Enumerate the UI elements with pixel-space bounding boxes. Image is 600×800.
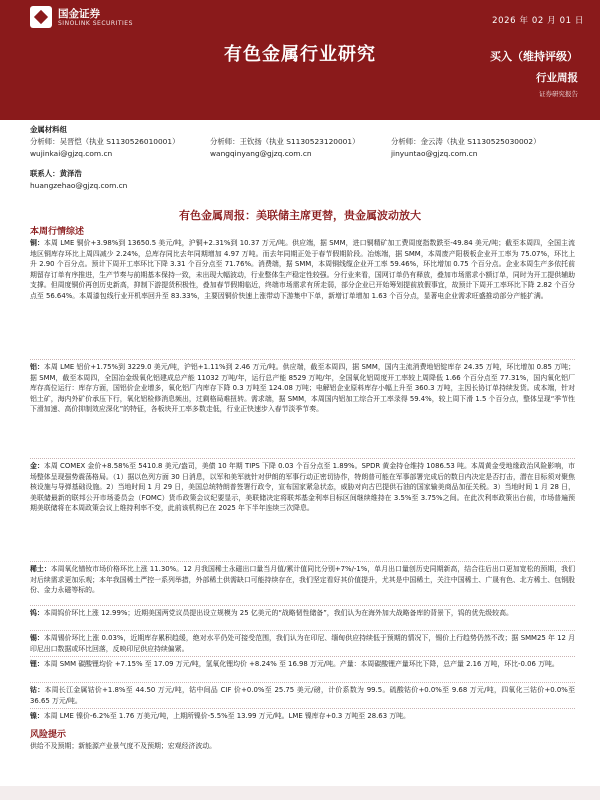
- risk-text: 供给不及预期；新能源产业景气度不及预期；宏观经济波动。: [30, 742, 217, 750]
- copper-label: 铜：: [30, 239, 44, 247]
- analyst-name: 分析师：吴晋恺（执业 S1130526010001）: [30, 137, 180, 146]
- divider: [30, 359, 575, 360]
- tin-text: 本周锡价环比上涨 0.03%，近期库存累积趋缓，绝对水平仍处可接受范围，我们认为在印尼、缅甸供应持续低于预期的情况下，锡价上行趋势仍然不改；据 SMM25 年 12 月印尼出口数据或环比回落，反映印尼供应持续偏紧。: [30, 634, 576, 653]
- divider: [30, 458, 575, 459]
- paragraph-tungsten: [30, 608, 575, 619]
- rare-earth-text: 本周氧化镨钕市场价格环比上涨 11.30%。12 月我国稀土永磁出口量当月值/累计值同比分别+7%/-1%，单月出口量创历史同期新高，结合往后出口更加宽松的预期，我们对后续需求更加乐观；本年我国稀土严控一系列举措，外部稀土供需缺口可能持续存在，我们坚定看好其价值提升，尤其是中国稀土，关注中国稀土、广晟有色、北方稀土、包钢股份、金力永磁等标的。: [30, 565, 575, 595]
- paragraph-aluminum: [30, 362, 575, 415]
- lithium-text: 本周 SMM 碳酸锂均价 +7.15% 至 17.09 万元/吨，氢氧化锂均价 +8.24% 至 16.98 万元/吨。产量：本周碳酸锂产量环比下降，总产量 2.16 万吨，环比-0.06 万吨。: [43, 660, 559, 668]
- paragraph-gold: [30, 461, 575, 514]
- report-title: 有色金属行业研究: [224, 44, 376, 65]
- section-title-risk: 风险提示: [30, 730, 67, 740]
- report-header: [0, 0, 600, 120]
- paragraph-nickel: [30, 711, 575, 722]
- report-subtitle: 证券研究报告: [539, 90, 578, 98]
- logo-name: 国金证券: [58, 7, 100, 20]
- logo-en: SINOLINK SECURITIES: [58, 19, 133, 27]
- gold-text: 本周 COMEX 金价+8.58%至 5410.8 美元/盎司，美债 10 年期 TIPS 下降 0.03 个百分点至 1.89%。SPDR 黄金持仓维持 1086.53 吨。本周黄金受地缘政治风险影响，市场整体呈现强势震荡格局。（1）据以色列方面 30 日消息，以军和美军就针对伊朗的军事行动正密切协作，特朗普可能在军事部署完成后的数日内决定是否打击，潜在目标须对聚焦核设施与导弹基础设施。2）当地时间 1 月 29 日，美国总统特朗普签署行政令，宣布国家紧急状态，威胁对向古巴提供石油的国家输美商品加征关税。3）当地时间 1 月 28 日，美联储最新的联邦公开市场委员会（FOMC）货币政策会议纪要显示，美联储决定将联邦基金利率目标区间继续维持在 3.5%至 3.75%之间。在此次利率政策出台前，市场普遍预期美联储将在本周政策会议上维持利率不变，此前该机构已在 2025 年下半年连续三次降息。: [30, 462, 575, 513]
- divider: [30, 630, 575, 631]
- analyst-email: wujinkai@gjzq.com.cn: [30, 149, 113, 158]
- rating-label: 买入（维持评级）: [490, 50, 578, 63]
- tungsten-text: 本周钨价环比上涨 12.99%；近期美国两党议员提出设立规模为 25 亿美元的“战略韧性储备”，我们认为在海外加大战略备库的背景下，钨的优先级较高。: [43, 609, 513, 617]
- analyst-name: 分析师：金云涛（执业 S1130525030002）: [391, 137, 541, 146]
- paragraph-tin: [30, 633, 575, 654]
- aluminum-label: 铝：: [30, 363, 44, 371]
- paragraph-copper: [30, 238, 575, 302]
- rare-earth-label: 稀土：: [30, 565, 51, 573]
- analyst-block: [30, 124, 575, 192]
- report-headline: 有色金属周报：美联储主席更替，贵金属波动放大: [179, 209, 421, 222]
- analyst-name: 分析师：王钦扬（执业 S1130523120001）: [210, 137, 360, 146]
- nickel-text: 本周 LME 镍价-6.2%至 1.76 万美元/吨，上期所镍价-5.5%至 13.99 万元/吨。LME 镍库存+0.3 万吨至 28.63 万吨。: [43, 712, 410, 720]
- tin-label: 锡：: [30, 634, 44, 642]
- cobalt-label: 钴：: [30, 686, 45, 694]
- section-title-summary: 本周行情综述: [30, 227, 85, 237]
- divider: [30, 605, 575, 606]
- cobalt-text: 本周长江金属钴价+1.8%至 44.50 万元/吨，钴中间品 CIF 价+0.0%至 25.75 美元/磅，计价系数为 99.5。硫酸钴价+0.0%至 9.68 万元/吨，四氧化三钴价+0.0%至 36.65 万元/吨。: [30, 686, 575, 705]
- report-date: 2026 年 02 月 01 日: [492, 16, 584, 26]
- company-logo: [30, 6, 133, 28]
- divider: [30, 561, 575, 562]
- paragraph-rare-earth: [30, 564, 575, 596]
- nickel-label: 镍：: [30, 712, 44, 720]
- tungsten-label: 钨：: [30, 609, 44, 617]
- logo-icon: [30, 6, 52, 28]
- contact-email: huangzehao@gjzq.com.cn: [30, 181, 128, 190]
- contact-name: 联系人：黄泽浩: [30, 169, 82, 178]
- report-type: 行业周报: [536, 72, 578, 84]
- divider: [30, 708, 575, 709]
- divider: [30, 682, 575, 683]
- paragraph-cobalt: [30, 685, 575, 706]
- lithium-label: 锂：: [30, 660, 44, 668]
- analyst-email: wangqinyang@gjzq.com.cn: [210, 149, 312, 158]
- paragraph-lithium: [30, 659, 575, 670]
- footer-band: [0, 786, 600, 800]
- team-name: 金属材料组: [30, 125, 67, 134]
- gold-label: 金：: [30, 462, 44, 470]
- copper-text: 本周 LME 铜价+3.98%到 13650.5 美元/吨，沪铜+2.31%到 10.37 万元/吨。供应端，据 SMM，进口铜精矿加工费周度指数跌至-49.84 美元/吨；截至本周四，全国主流地区铜库存环比上周四减少 2.24%，总库存同比去年同期增加 4.97 万吨。而去年同期正处于春节假期阶段。冶炼端，据 SMM，本周废产阳极板企业开工率为 75.07%，环比上升 2.90 个百分点。预计下周开工率环比下降 3.31 个百分点至 71.76%。消费端，据 SMM，本周铜线缆企业开工率 59.46%，环比增加 0.75 个百分点。企业本周生产多依托前期留存订单有序推进，生产节奏与前期基本保持一致，未出现大幅波动，行业整体生产稳定性较强。分行业来看，国网订单仍有释放，叠加市场需求小额订单，同时为开工提供辅助支撑。但周度铜价再创历史新高，抑制下游提货积极性，叠加春节假期临近，终端市场需求有所走弱，部分企业已开始筹划提前放假事宜，故预计下周开工率环比下降 2.82 个百分点至 56.64%。本周漆包线行业开机率回升至 83.33%，主要因铜价快速上涨带动下游集中下单，新增订单增加 1.63 个百分点，显著电企业需求旺盛推动部分产能扩满。: [30, 239, 575, 300]
- aluminum-text: 本周 LME 铝价+1.75%到 3229.0 美元/吨，沪铝+1.11%到 2.46 万元/吨。供应端，截至本周四，据 SMM，国内主流消费地铝锭库存 24.35 万吨，环比增加 0.85 万吨；据 SMM，截至本周四，全国冶金级氧化铝建成总产能 11032 万吨/年，运行总产能 8529 万吨/年，全国氧化铝周度开工率较上周降低 1.66 个百分点至 77.31%，国内氧化铝厂库存高位运行：库存方面，国铝价企业增多，氧化铝厂内库存下降 0.3 万吨至 124.08 万吨；电解铝企业原料库存小幅上升至 360.3 万吨，主因长协订单持续发货。成本端，针对铝土矿，海内外矿价承压下行，氧化铝检修消息频出，过剩格局难扭转。需求端，据 SMM，本周国内铝加工综合开工率录得 59.4%，较上周下滑 1.5 个百分点，整体呈现“季节性下滑加速、高价抑制效应深化”的特征，各板块开工率多数走低，行业正快速步入春节淡季节奏。: [30, 363, 576, 414]
- divider: [30, 656, 575, 657]
- analyst-email: jinyuntao@gjzq.com.cn: [391, 149, 478, 158]
